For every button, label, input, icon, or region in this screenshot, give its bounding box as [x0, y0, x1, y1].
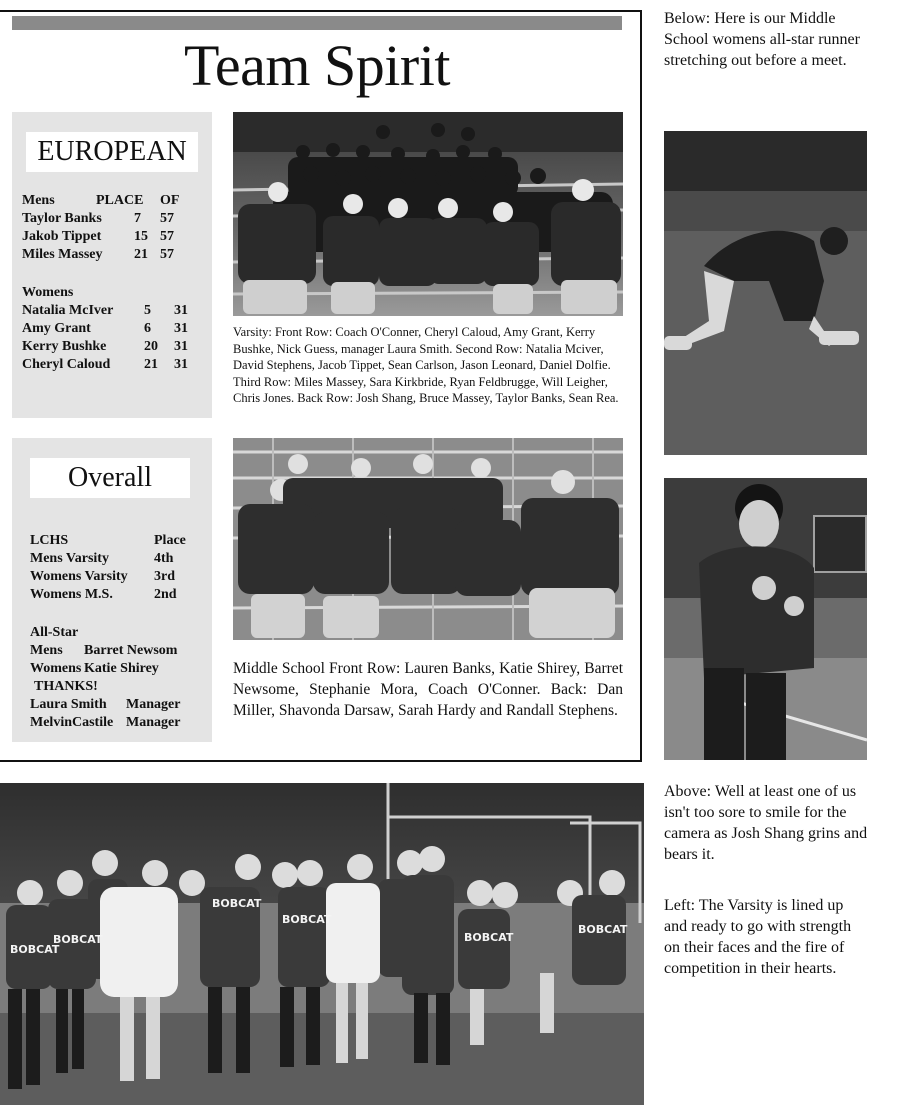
allstar-group: Womens [30, 661, 82, 676]
runner-place: 20 [144, 339, 158, 354]
team-place: 3rd [154, 569, 175, 584]
josh-shang-caption: Above: Well at least one of us isn't too sore to smile for the camera as Josh Shang grins and bears it. [664, 783, 868, 863]
runner-name: Miles Massey [22, 247, 103, 262]
stretching-caption: Below: Here is our Middle School womens all-star runner stretching out before a meet. [664, 10, 860, 69]
runner-place: 6 [144, 321, 151, 336]
table-row [30, 714, 180, 732]
overall-results-panel [12, 438, 212, 742]
mens-header-of: OF [160, 193, 180, 208]
runner-name: Jakob Tippet [22, 229, 102, 244]
runner-place: 5 [144, 303, 151, 318]
table-row [30, 696, 180, 714]
european-mens-table [22, 192, 179, 210]
overall-header-team: LCHS [30, 533, 69, 548]
european-results-panel [12, 112, 212, 418]
middle-school-team-photo [233, 438, 623, 640]
runner-of: 31 [174, 339, 188, 354]
european-womens-rows [22, 302, 188, 374]
title-bar-decoration [12, 16, 622, 30]
middle-school-caption: Middle School Front Row: Lauren Banks, Katie Shirey, Barret Newsome, Stephanie Mora, Coach O'Conner. Back: Dan Miller, Shavonda Darsaw, Sarah Hardy and Randall Stephens. [233, 660, 623, 719]
runner-name: Natalia McIver [22, 303, 114, 318]
jersey-label: BOBCAT [212, 897, 262, 910]
table-row [22, 246, 174, 264]
runner-of: 31 [174, 357, 188, 372]
runner-of: 57 [160, 229, 174, 244]
table-row [22, 320, 188, 338]
runner-place: 21 [134, 247, 148, 262]
runner-name: Taylor Banks [22, 211, 102, 226]
varsity-lineup-caption: Left: The Varsity is lined up and ready to go with strength on their faces and the fire of competition in their hearts. [664, 897, 852, 977]
managers-list [30, 696, 180, 732]
runner-of: 31 [174, 303, 188, 318]
runner-name: Amy Grant [22, 321, 91, 336]
josh-shang-photo [664, 478, 867, 760]
manager-name: Laura Smith [30, 697, 107, 712]
jersey-label: BOBCAT [10, 943, 60, 956]
table-row [22, 228, 174, 246]
runner-of: 57 [160, 247, 174, 262]
varsity-lineup-photo [0, 783, 644, 1105]
table-row [22, 338, 188, 356]
european-mens-rows [22, 210, 174, 264]
allstar-label: All-Star [30, 625, 79, 640]
stretching-runner-photo [664, 131, 867, 455]
thanks-label: THANKS! [34, 679, 98, 694]
jersey-label: BOBCAT [53, 933, 103, 946]
team-name: Womens M.S. [30, 587, 113, 602]
team-name: Womens Varsity [30, 569, 128, 584]
allstar-list [30, 642, 177, 678]
mens-header-label: Mens [22, 193, 55, 208]
allstar-group: Mens [30, 643, 63, 658]
team-place: 4th [154, 551, 174, 566]
allstar-name: Barret Newsom [84, 643, 178, 658]
overall-header-place: Place [154, 533, 186, 548]
runner-place: 15 [134, 229, 148, 244]
table-row [22, 302, 188, 320]
runner-place: 7 [134, 211, 141, 226]
table-row [22, 210, 174, 228]
runner-of: 31 [174, 321, 188, 336]
table-row [30, 550, 186, 568]
allstar-name: Katie Shirey [84, 661, 159, 676]
team-place: 2nd [154, 587, 177, 602]
mens-header-place: PLACE [96, 193, 144, 208]
manager-role: Manager [126, 715, 181, 730]
varsity-team-photo [233, 112, 623, 316]
table-row [30, 568, 186, 586]
team-name: Mens Varsity [30, 551, 109, 566]
overall-heading: Overall [30, 458, 190, 498]
jersey-label: BOBCAT [464, 931, 514, 944]
jersey-label: BOBCAT [282, 913, 332, 926]
runner-of: 57 [160, 211, 174, 226]
varsity-caption: Varsity: Front Row: Coach O'Conner, Cheryl Caloud, Amy Grant, Kerry Bushke, Nick Guess, manager Laura Smith. Second Row: Natalia Mciver, David Stephens, Jacob Tippet, Sean Carlson, Jason Leonard, Daniel Dolfie. Third Row: Miles Massey, Sara Kirkbride, Ryan Feldbrugge, Will Leigher, Chris Jones. Back Row: Josh Shang, Bruce Massey, Taylor Banks, Sean Rea. [233, 325, 619, 405]
manager-name: MelvinCastile [30, 715, 114, 730]
page-title: Team Spirit [184, 33, 450, 98]
manager-role: Manager [126, 697, 181, 712]
runner-name: Kerry Bushke [22, 339, 107, 354]
runner-place: 21 [144, 357, 158, 372]
table-row [30, 660, 177, 678]
table-row [22, 356, 188, 374]
table-header [30, 532, 186, 550]
overall-table [30, 532, 186, 604]
runner-name: Cheryl Caloud [22, 357, 111, 372]
european-heading: EUROPEAN [26, 132, 198, 172]
table-row [30, 642, 177, 660]
jersey-label: BOBCAT [578, 923, 628, 936]
table-row [30, 586, 186, 604]
european-womens-header: Womens [22, 285, 74, 300]
